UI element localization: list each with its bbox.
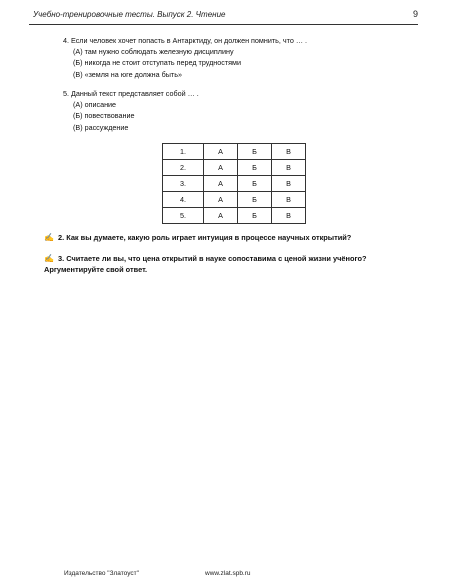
answer-cell-c[interactable]: В bbox=[272, 208, 306, 224]
answer-cell-a[interactable]: А bbox=[204, 208, 238, 224]
footer-publisher: Издательство "Златоуст" bbox=[64, 570, 139, 577]
answer-cell-c[interactable]: В bbox=[272, 192, 306, 208]
answer-cell-b[interactable]: Б bbox=[238, 192, 272, 208]
answer-cell-b[interactable]: Б bbox=[238, 160, 272, 176]
answer-cell-c[interactable]: В bbox=[272, 144, 306, 160]
answer-cell-b[interactable]: Б bbox=[238, 144, 272, 160]
table-row bbox=[163, 144, 306, 160]
question-5 bbox=[63, 88, 199, 133]
question-4-option-b: (Б) никогда не стоит отступать перед трудностями bbox=[73, 58, 242, 68]
answer-cell-a[interactable]: А bbox=[204, 176, 238, 192]
footer-website: www.zlat.spb.ru bbox=[205, 570, 251, 577]
answer-cell-b[interactable]: Б bbox=[238, 176, 272, 192]
table-row bbox=[163, 176, 306, 192]
task-3 bbox=[44, 253, 414, 275]
table-row bbox=[163, 192, 306, 208]
answer-cell-c[interactable]: В bbox=[272, 176, 306, 192]
answer-table bbox=[162, 143, 306, 224]
table-row bbox=[163, 160, 306, 176]
question-5-text: 5. Данный текст представляет собой … . bbox=[63, 89, 199, 98]
row-number: 5. bbox=[163, 208, 204, 224]
question-4-text: 4. Если человек хочет попасть в Антарктиду, он должен помнить, что … . bbox=[63, 36, 308, 45]
page-number: 9 bbox=[412, 9, 418, 19]
answer-cell-c[interactable]: В bbox=[272, 160, 306, 176]
writing-hand-icon: ✍ bbox=[44, 254, 54, 263]
question-4-option-c: (В) «земля на юге должна быть» bbox=[73, 69, 182, 79]
row-number: 4. bbox=[163, 192, 204, 208]
row-number: 3. bbox=[163, 176, 204, 192]
header-title: Учебно-тренировочные тесты. Выпуск 2. Чтение bbox=[33, 10, 226, 19]
answer-cell-a[interactable]: А bbox=[204, 160, 238, 176]
row-number: 1. bbox=[163, 144, 204, 160]
question-5-option-a: (А) описание bbox=[73, 100, 117, 110]
task-2 bbox=[44, 232, 414, 243]
question-4 bbox=[63, 35, 307, 80]
question-5-option-c: (В) рассуждение bbox=[73, 122, 129, 132]
answer-cell-a[interactable]: А bbox=[204, 192, 238, 208]
table-row bbox=[163, 208, 306, 224]
question-5-option-b: (Б) повествование bbox=[73, 111, 135, 121]
task-3-text: 3. Считаете ли вы, что цена открытий в науке сопоставима с ценой жизни учёного? Аргументируйте свой ответ. bbox=[44, 254, 367, 274]
answer-cell-b[interactable]: Б bbox=[238, 208, 272, 224]
header-divider bbox=[29, 24, 418, 25]
row-number: 2. bbox=[163, 160, 204, 176]
page-header bbox=[29, 8, 418, 24]
answer-cell-a[interactable]: А bbox=[204, 144, 238, 160]
task-2-text: 2. Как вы думаете, какую роль играет интуиция в процессе научных открытий? bbox=[58, 233, 352, 242]
writing-hand-icon: ✍ bbox=[44, 233, 54, 242]
question-4-option-a: (А) там нужно соблюдать железную дисциплину bbox=[73, 47, 234, 57]
